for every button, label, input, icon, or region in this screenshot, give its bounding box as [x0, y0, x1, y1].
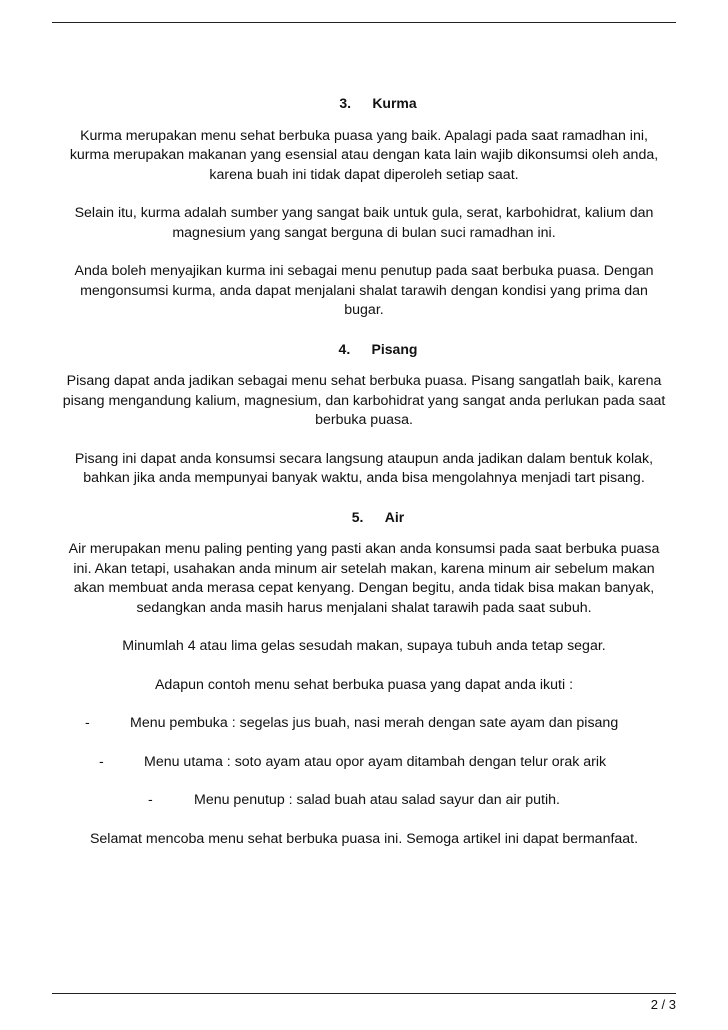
list-item-text: Menu pembuka : segelas jus buah, nasi merah dengan sate ayam dan pisang — [130, 715, 619, 731]
section-number: 4. — [338, 340, 351, 357]
section-title: Pisang — [371, 340, 418, 357]
paragraph: Air merupakan menu paling penting yang pasti akan anda konsumsi pada saat berbuka puasa ini. Akan tetapi, usahakan anda minum air setelah makan, karena minum air sebelum makan akan membuat anda merasa cepat kenyang. Dengan begitu, anda tidak bisa makan banyak, sedangkan anda masih harus menjalani shalat tarawih pada saat subuh. — [68, 541, 660, 616]
list-item — [44, 714, 684, 734]
paragraph: Anda boleh menyajikan kurma ini sebagai menu penutup pada saat berbuka puasa. Dengan mengonsumsi kurma, anda dapat menjalani shalat tarawih dengan kondisi yang prima dan bugar. — [74, 263, 654, 318]
footer-rule — [52, 993, 676, 994]
paragraph: Kurma merupakan menu sehat berbuka puasa yang baik. Apalagi pada saat ramadhan ini, kurma merupakan makanan yang esensial atau dengan kata lain wajib dikonsumsi oleh anda, karena buah ini tidak dapat diperoleh setiap saat. — [69, 127, 659, 183]
header-rule — [52, 22, 676, 23]
list-item — [44, 753, 684, 773]
list-item — [44, 791, 684, 811]
paragraph: Minumlah 4 atau lima gelas sesudah makan, supaya tubuh anda tetap segar. — [122, 638, 606, 654]
paragraph: Adapun contoh menu sehat berbuka puasa yang dapat anda ikuti : — [154, 676, 574, 693]
section-number: 3. — [339, 95, 351, 111]
section-heading-air — [44, 508, 684, 528]
closing-paragraph: Selamat mencoba menu sehat berbuka puasa ini. Semoga artikel ini dapat bermanfaat. — [89, 830, 639, 847]
list-item-text: Menu penutup : salad buah atau salad sayur dan air putih. — [194, 792, 560, 808]
page-number: 2 / 3 — [650, 997, 676, 1012]
section-heading-pisang — [44, 340, 684, 360]
paragraph: Selain itu, kurma adalah sumber yang sangat baik untuk gula, serat, karbohidrat, kalium dan magnesium yang sangat berguna di bulan suci ramadhan ini. — [74, 205, 654, 241]
document-body — [44, 94, 684, 868]
bullet-dash: - — [99, 753, 104, 770]
bullet-dash: - — [148, 792, 153, 808]
paragraph: Pisang ini dapat anda konsumsi secara langsung ataupun anda jadikan dalam bentuk kolak, bahkan jika anda mempunyai banyak waktu, anda bisa mengolahnya menjadi tart pisang. — [74, 450, 654, 486]
list-item-text: Menu utama : soto ayam atau opor ayam ditambah dengan telur orak arik — [144, 753, 607, 770]
section-heading-kurma — [44, 94, 684, 114]
section-title: Air — [384, 508, 405, 525]
bullet-dash: - — [85, 715, 90, 731]
section-number: 5. — [351, 508, 364, 525]
paragraph: Pisang dapat anda jadikan sebagai menu sehat berbuka puasa. Pisang sangatlah baik, karena pisang mengandung kalium, magnesium, dan karbohidrat yang sangat anda perlukan pada saat berbuka puasa. — [62, 373, 666, 428]
section-title: Kurma — [372, 95, 417, 111]
